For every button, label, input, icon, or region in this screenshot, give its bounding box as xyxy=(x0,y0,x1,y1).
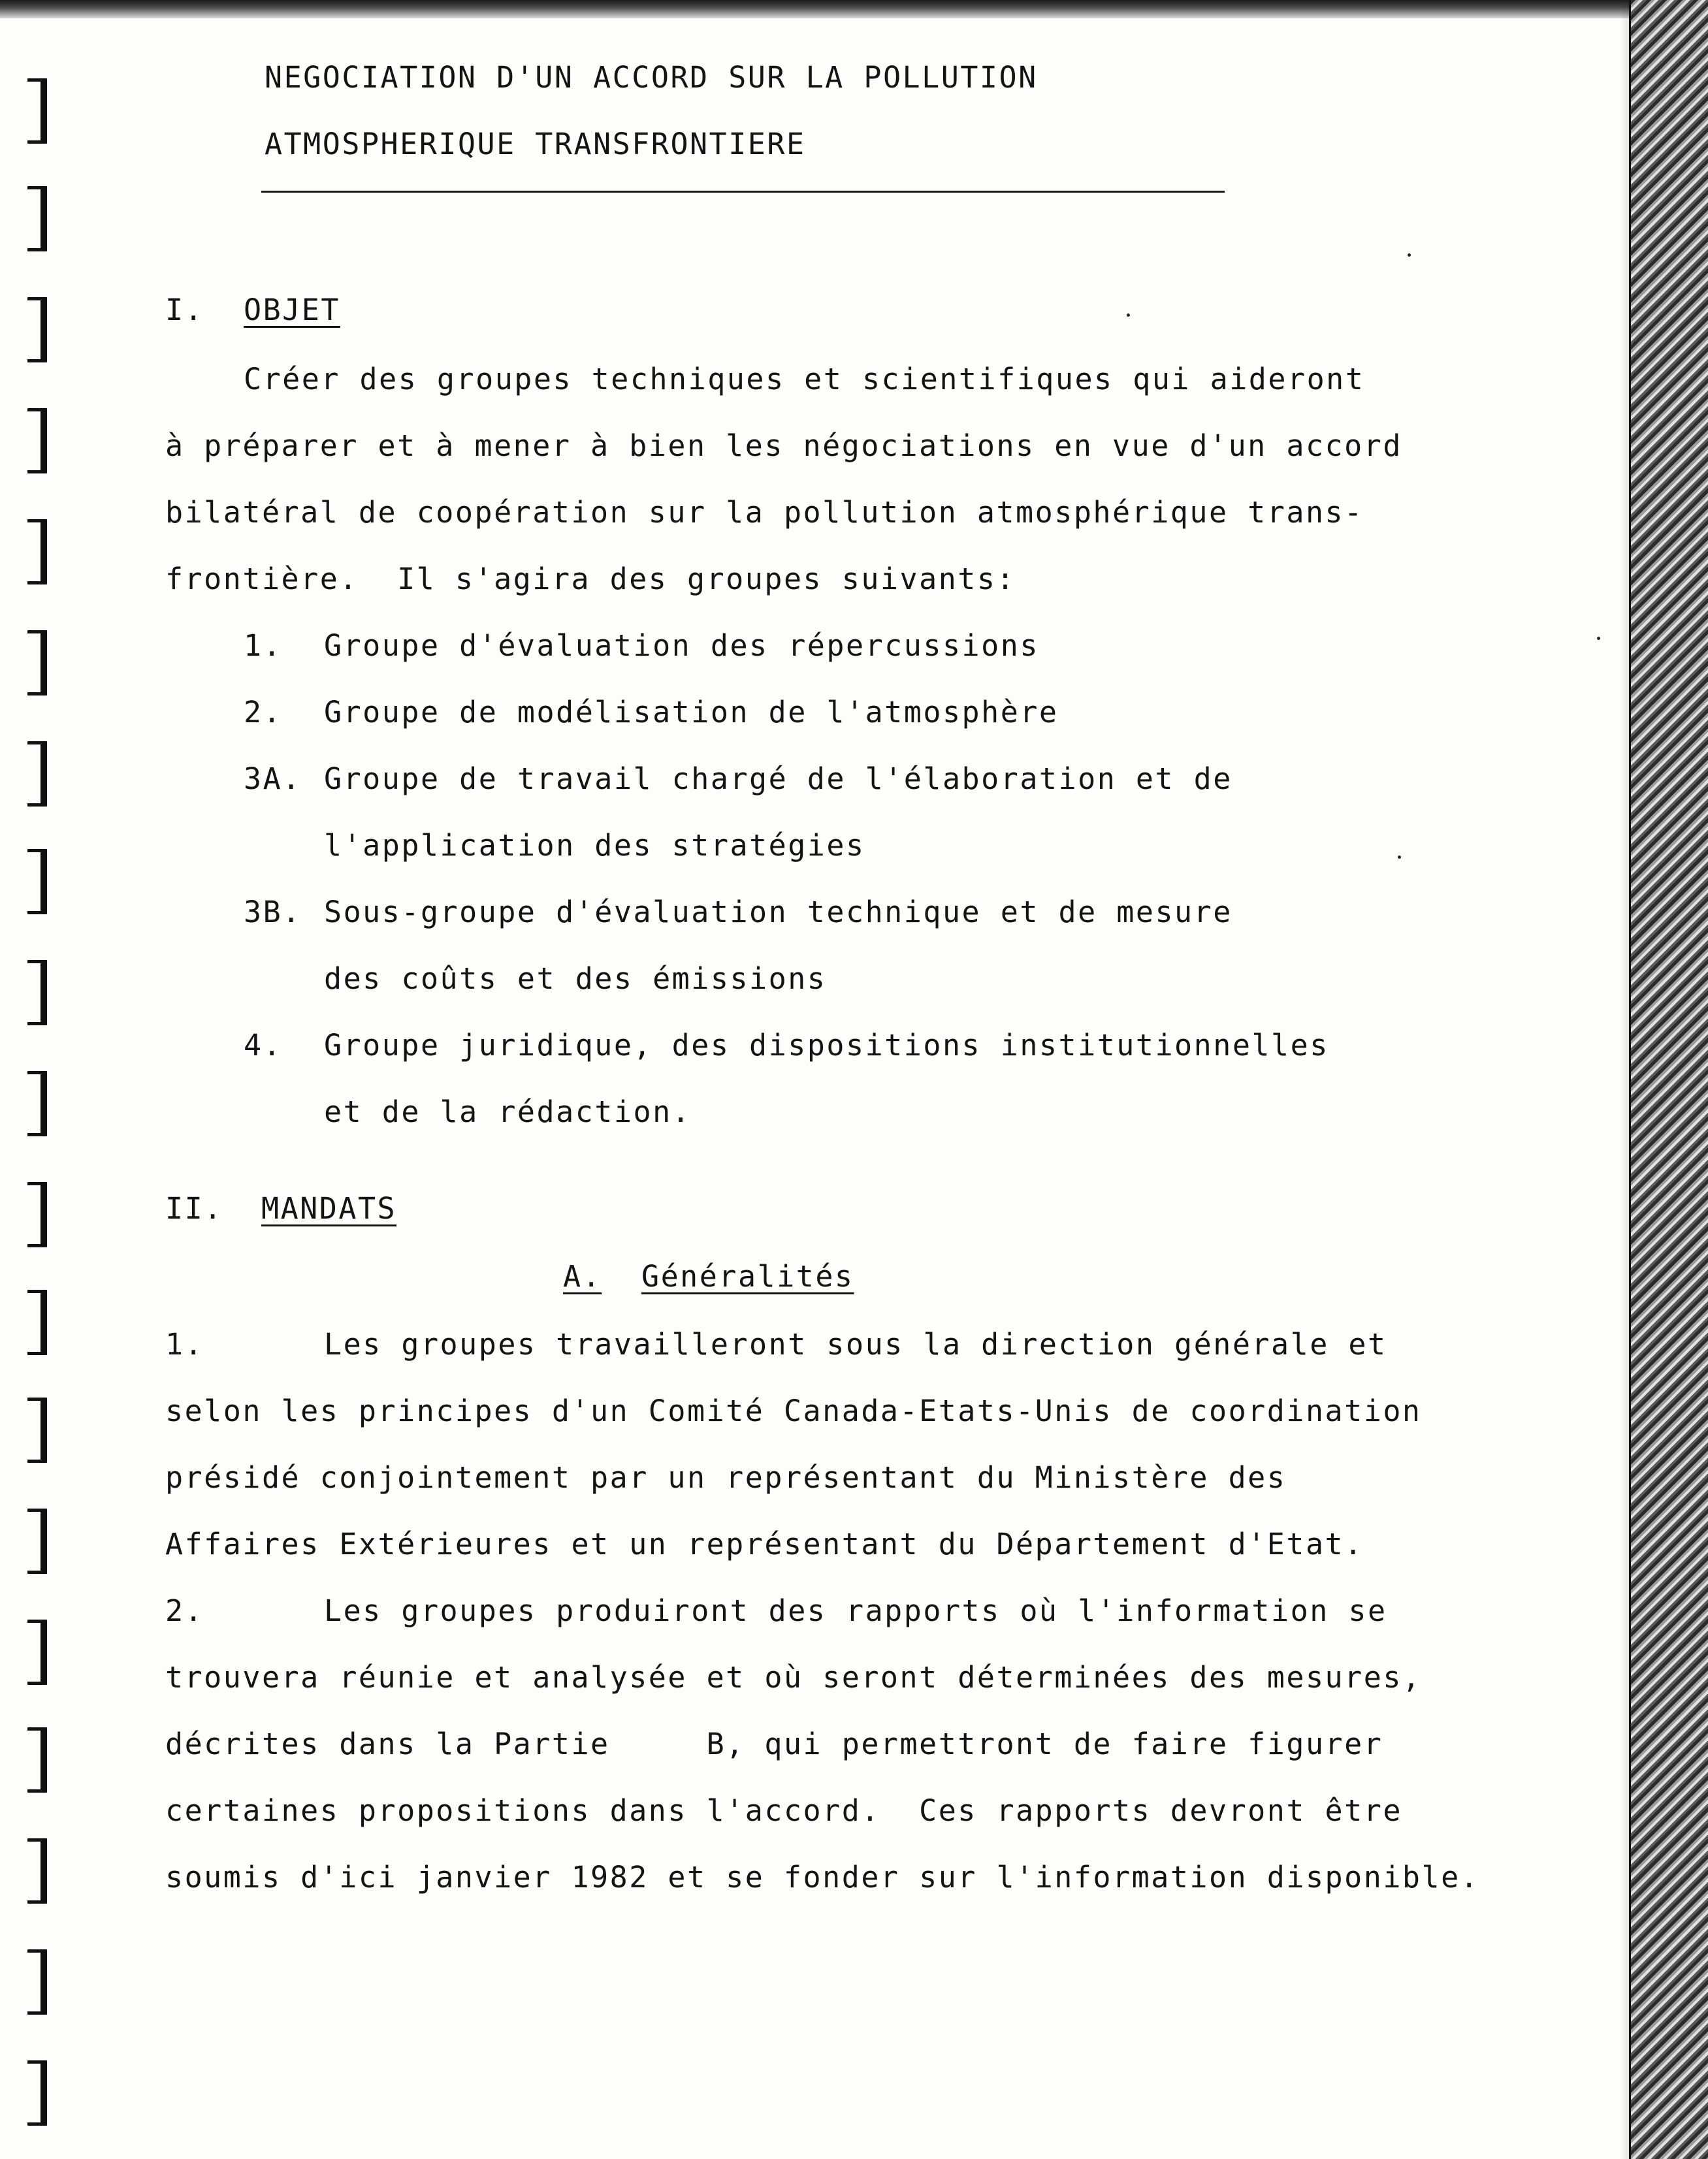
section-2-number: II. xyxy=(165,1191,223,1226)
list-item-text: Groupe de travail chargé de l'élaboration et de xyxy=(324,761,1233,796)
binder-bracket xyxy=(27,408,47,473)
scan-right-edge xyxy=(1629,0,1708,2159)
section-1-paragraph-line: bilatéral de coopération sur la pollution atmosphérique trans- xyxy=(165,495,1364,530)
binder-bracket xyxy=(27,1071,47,1136)
paragraph-line: présidé conjointement par un représentant du Ministère des xyxy=(165,1460,1287,1495)
list-item-text-continued: et de la rédaction. xyxy=(324,1095,692,1129)
paragraph-number: 1. xyxy=(165,1327,204,1362)
paragraph-line: décrites dans la Partie B, qui permettront de faire figurer xyxy=(165,1727,1383,1761)
section-1-heading: OBJET xyxy=(244,293,340,327)
list-item-number: 1. xyxy=(244,628,283,663)
paragraph-line: certaines propositions dans l'accord. Ces rapports devront être xyxy=(165,1793,1402,1828)
document-title-line-2: ATMOSPHERIQUE TRANSFRONTIERE xyxy=(265,127,806,161)
binder-bracket xyxy=(27,1509,47,1574)
binder-bracket xyxy=(27,1398,47,1463)
section-2-heading: MANDATS xyxy=(261,1191,397,1226)
binder-bracket xyxy=(27,78,47,144)
scan-top-edge xyxy=(0,0,1708,18)
binder-bracket xyxy=(27,1290,47,1355)
binder-bracket xyxy=(27,2060,47,2126)
binder-bracket xyxy=(27,1838,47,1904)
scan-speck xyxy=(1398,856,1401,859)
section-1-number: I. xyxy=(165,293,204,327)
paragraph-line: trouvera réunie et analysée et où seront déterminées des mesures, xyxy=(165,1660,1422,1695)
binder-bracket xyxy=(27,630,47,696)
paragraph-line: soumis d'ici janvier 1982 et se fonder sur l'information disponible. xyxy=(165,1860,1480,1895)
scan-speck xyxy=(1408,253,1411,257)
binder-bracket xyxy=(27,519,47,584)
list-item-text: Sous-groupe d'évaluation technique et de mesure xyxy=(324,895,1233,929)
section-1-paragraph-line: Créer des groupes techniques et scientifiques qui aideront xyxy=(244,362,1365,396)
section-1-paragraph-line: frontière. Il s'agira des groupes suivants: xyxy=(165,562,1016,596)
subheading: Généralités xyxy=(641,1259,854,1294)
scan-speck xyxy=(1597,637,1600,640)
paragraph-number: 2. xyxy=(165,1593,204,1628)
list-item-number: 2. xyxy=(244,695,283,729)
binder-bracket xyxy=(27,297,47,362)
list-item-text-continued: l'application des stratégies xyxy=(324,828,865,863)
binder-bracket xyxy=(27,1620,47,1685)
binder-bracket xyxy=(27,186,47,251)
list-item-text: Groupe de modélisation de l'atmosphère xyxy=(324,695,1059,729)
list-item-number: 3B. xyxy=(244,895,302,929)
document-title-line-1: NEGOCIATION D'UN ACCORD SUR LA POLLUTION xyxy=(265,60,1038,95)
binder-bracket xyxy=(27,1949,47,2015)
list-item-text: Groupe d'évaluation des répercussions xyxy=(324,628,1039,663)
paragraph-line: Affaires Extérieures et un représentant du Département d'Etat. xyxy=(165,1527,1364,1561)
paragraph-line: Les groupes produiront des rapports où l'information se xyxy=(324,1593,1387,1628)
subheading-letter: A. xyxy=(563,1259,602,1294)
paragraph-line: Les groupes travailleront sous la direction générale et xyxy=(324,1327,1387,1362)
scan-speck xyxy=(1127,313,1130,317)
binder-bracket xyxy=(27,1182,47,1247)
paragraph-line: selon les principes d'un Comité Canada-Etats-Unis de coordination xyxy=(165,1394,1422,1428)
list-item-number: 3A. xyxy=(244,761,302,796)
binder-bracket xyxy=(27,849,47,914)
binder-bracket xyxy=(27,1727,47,1793)
title-rule xyxy=(261,191,1225,193)
binder-bracket xyxy=(27,960,47,1025)
list-item-text: Groupe juridique, des dispositions institutionnelles xyxy=(324,1028,1329,1063)
section-1-paragraph-line: à préparer et à mener à bien les négociations en vue d'un accord xyxy=(165,428,1402,463)
list-item-text-continued: des coûts et des émissions xyxy=(324,961,827,996)
list-item-number: 4. xyxy=(244,1028,283,1063)
binder-bracket xyxy=(27,741,47,807)
